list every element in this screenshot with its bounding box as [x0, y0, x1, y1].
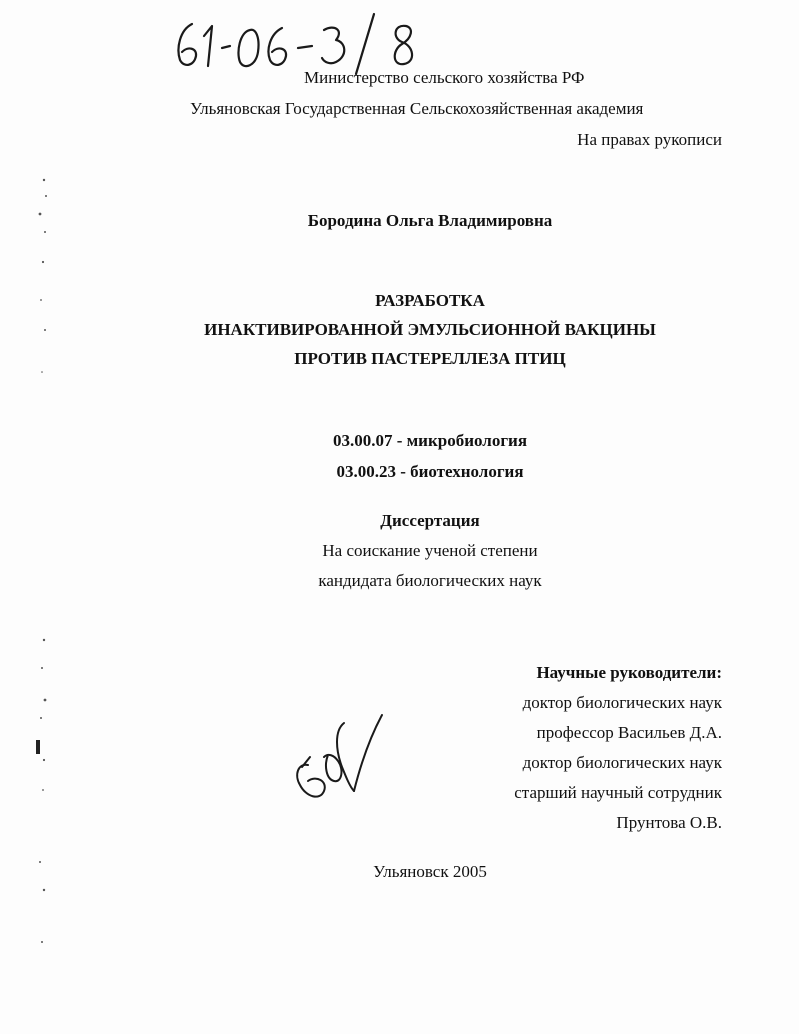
degree-line-1: На соискание ученой степени	[322, 541, 538, 560]
ministry-name: Министерство сельского хозяйства РФ	[304, 68, 585, 87]
handwritten-signature	[280, 705, 390, 815]
supervisor-2-name: Прунтова О.В.	[616, 813, 722, 832]
supervisor-2-position: старший научный сотрудник	[514, 783, 722, 802]
specialty-microbiology: 03.00.07 - микробиология	[332, 431, 528, 450]
rights-note: На правах рукописи	[577, 130, 722, 149]
supervisor-1-degree: доктор биологических наук	[522, 693, 722, 712]
supervisors-heading: Научные руководители:	[536, 663, 722, 682]
specialty-biotechnology: 03.00.23 - биотехнология	[336, 462, 524, 481]
author-name: Бородина Ольга Владимировна	[307, 211, 553, 230]
city-year: Ульяновск 2005	[373, 862, 487, 881]
title-line-2: ИНАКТИВИРОВАННОЙ ЭМУЛЬСИОННОЙ ВАКЦИНЫ	[204, 320, 656, 339]
supervisor-2-degree: доктор биологических наук	[522, 753, 722, 772]
title-line-3: ПРОТИВ ПАСТЕРЕЛЛЕЗА ПТИЦ	[294, 349, 566, 368]
work-type: Диссертация	[380, 511, 480, 530]
supervisor-1-name: профессор Васильев Д.А.	[536, 723, 722, 742]
degree-line-2: кандидата биологических наук	[318, 571, 542, 590]
academy-name: Ульяновская Государственная Сельскохозяйственная академия	[190, 99, 644, 118]
title-line-1: РАЗРАБОТКА	[375, 291, 485, 310]
